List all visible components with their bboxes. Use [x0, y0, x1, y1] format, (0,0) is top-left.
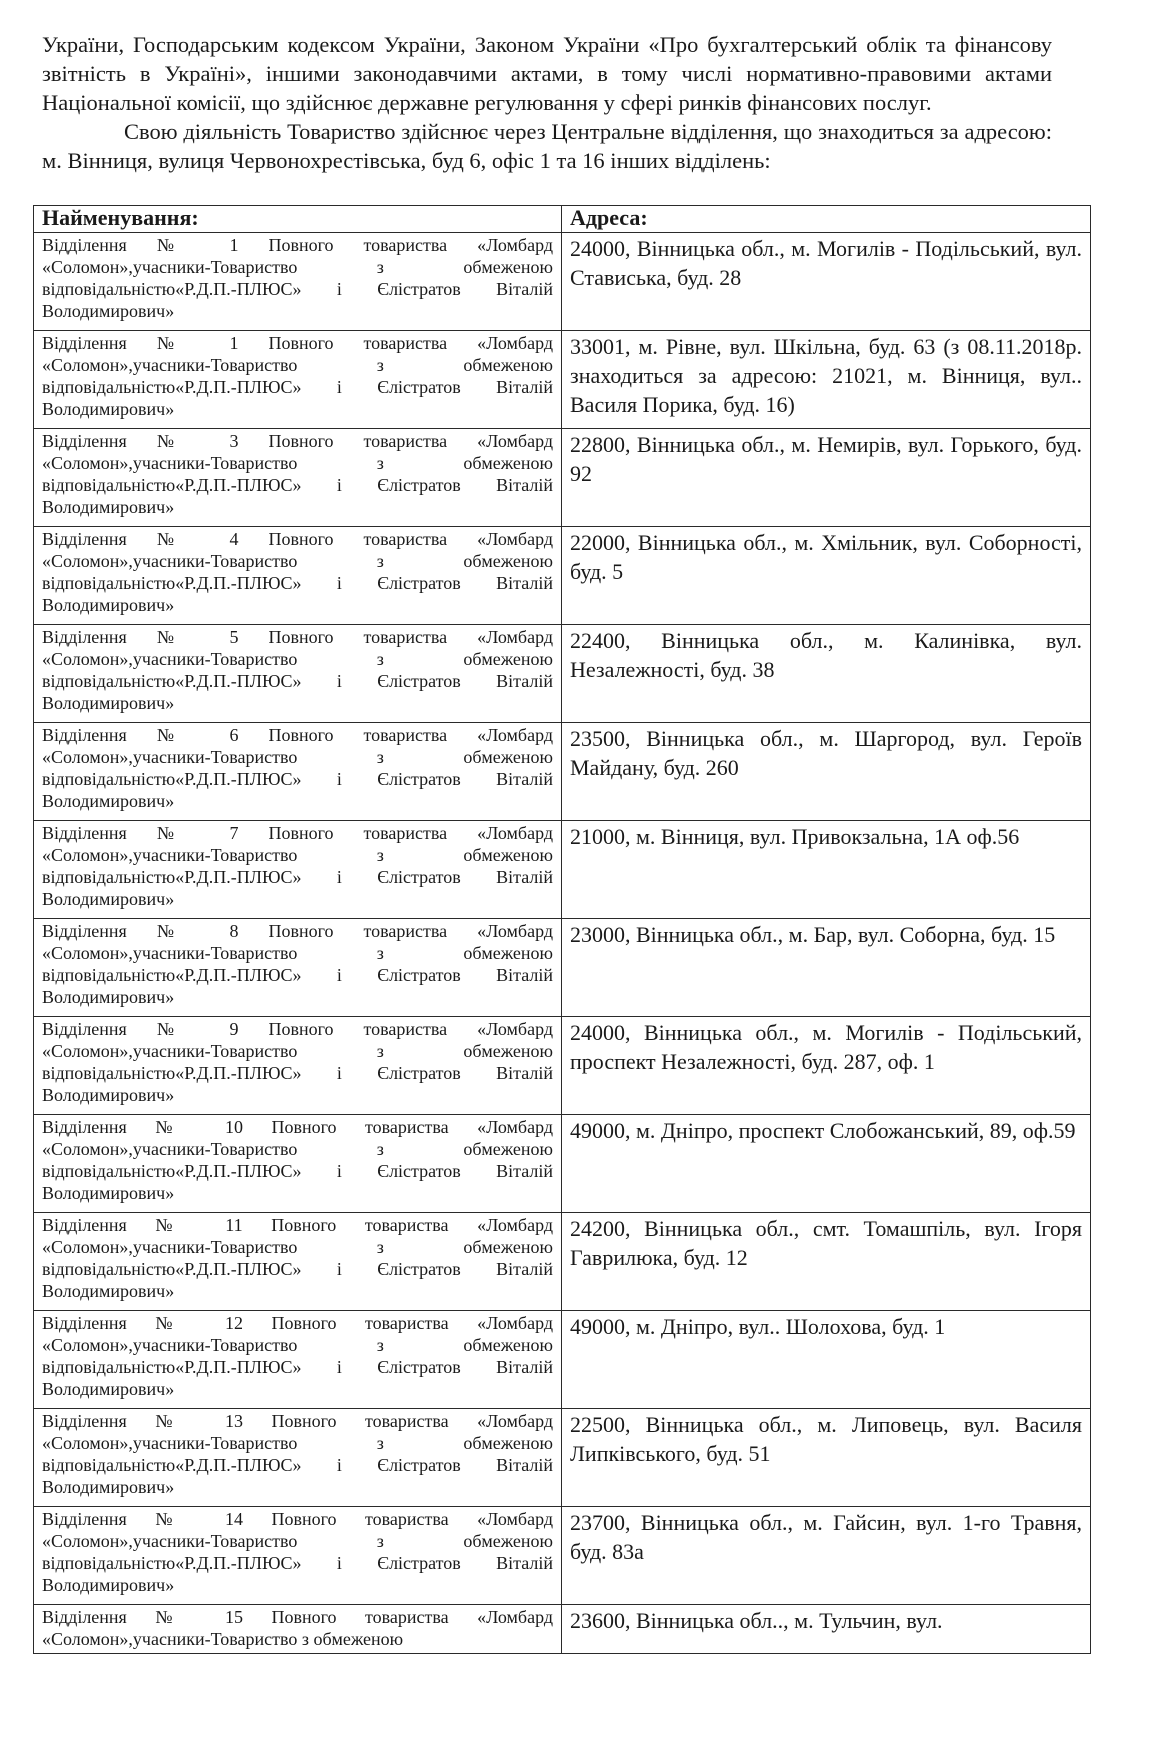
table-row — [34, 331, 1091, 429]
branch-name: Відділення № 15 Повного товариства «Ломбард «Соломон»,учасники-Товариство з обмеженою — [34, 1605, 562, 1654]
table-row — [34, 1409, 1091, 1507]
branch-name: Відділення № 7 Повного товариства «Ломбард «Соломон»,учасники-Товариство з обмеженою відповідальністю«Р.Д.П.-ПЛЮС» і Єлістратов Віталій Володимирович» — [34, 821, 562, 919]
branch-name: Відділення № 12 Повного товариства «Ломбард «Соломон»,учасники-Товариство з обмеженою відповідальністю«Р.Д.П.-ПЛЮС» і Єлістратов Віталій Володимирович» — [34, 1311, 562, 1409]
table-row — [34, 429, 1091, 527]
branch-name: Відділення № 6 Повного товариства «Ломбард «Соломон»,учасники-Товариство з обмеженою відповідальністю«Р.Д.П.-ПЛЮС» і Єлістратов Віталій Володимирович» — [34, 723, 562, 821]
branch-name: Відділення № 8 Повного товариства «Ломбард «Соломон»,учасники-Товариство з обмеженою відповідальністю«Р.Д.П.-ПЛЮС» і Єлістратов Віталій Володимирович» — [34, 919, 562, 1017]
branch-name: Відділення № 10 Повного товариства «Ломбард «Соломон»,учасники-Товариство з обмеженою відповідальністю«Р.Д.П.-ПЛЮС» і Єлістратов Віталій Володимирович» — [34, 1115, 562, 1213]
table-row — [34, 1311, 1091, 1409]
branch-name: Відділення № 11 Повного товариства «Ломбард «Соломон»,учасники-Товариство з обмеженою відповідальністю«Р.Д.П.-ПЛЮС» і Єлістратов Віталій Володимирович» — [34, 1213, 562, 1311]
header-address: Адреса: — [562, 206, 1091, 233]
branch-name: Відділення № 14 Повного товариства «Ломбард «Соломон»,учасники-Товариство з обмеженою відповідальністю«Р.Д.П.-ПЛЮС» і Єлістратов Віталій Володимирович» — [34, 1507, 562, 1605]
table-row — [34, 1507, 1091, 1605]
table-row — [34, 1213, 1091, 1311]
branch-name: Відділення № 5 Повного товариства «Ломбард «Соломон»,учасники-Товариство з обмеженою відповідальністю«Р.Д.П.-ПЛЮС» і Єлістратов Віталій Володимирович» — [34, 625, 562, 723]
table-row — [34, 527, 1091, 625]
table-row — [34, 625, 1091, 723]
intro-text — [42, 30, 1052, 175]
table-header-row — [34, 206, 1091, 233]
table-row — [34, 233, 1091, 331]
branch-name: Відділення № 1 Повного товариства «Ломбард «Соломон»,учасники-Товариство з обмеженою відповідальністю«Р.Д.П.-ПЛЮС» і Єлістратов Віталій Володимирович» — [34, 331, 562, 429]
intro-paragraph-1: України, Господарським кодексом України, Законом України «Про бухгалтерський облік та фінансову звітність в Україні», іншими законодавчими актами, в тому числі нормативно-правовими актами Національної комісії, що здійснює державне регулювання у сфері ринків фінансових послуг. — [42, 32, 1052, 115]
branch-address: 22000, Вінницька обл., м. Хмільник, вул. Соборності, буд. 5 — [562, 527, 1091, 625]
table-row — [34, 723, 1091, 821]
branch-name: Відділення № 3 Повного товариства «Ломбард «Соломон»,учасники-Товариство з обмеженою відповідальністю«Р.Д.П.-ПЛЮС» і Єлістратов Віталій Володимирович» — [34, 429, 562, 527]
branch-address: 24000, Вінницька обл., м. Могилів - Подільський, проспект Незалежності, буд. 287, оф. 1 — [562, 1017, 1091, 1115]
table-row — [34, 1115, 1091, 1213]
table-row — [34, 821, 1091, 919]
branch-name: Відділення № 4 Повного товариства «Ломбард «Соломон»,учасники-Товариство з обмеженою відповідальністю«Р.Д.П.-ПЛЮС» і Єлістратов Віталій Володимирович» — [34, 527, 562, 625]
branch-address: 22400, Вінницька обл., м. Калинівка, вул. Незалежності, буд. 38 — [562, 625, 1091, 723]
branch-address: 23700, Вінницька обл., м. Гайсин, вул. 1-го Травня, буд. 83а — [562, 1507, 1091, 1605]
branch-address: 22500, Вінницька обл., м. Липовець, вул. Василя Липківського, буд. 51 — [562, 1409, 1091, 1507]
branch-address: 24200, Вінницька обл., смт. Томашпіль, вул. Ігоря Гаврилюка, буд. 12 — [562, 1213, 1091, 1311]
branch-address: 49000, м. Дніпро, проспект Слобожанський, 89, оф.59 — [562, 1115, 1091, 1213]
table-row — [34, 1605, 1091, 1654]
branch-address: 24000, Вінницька обл., м. Могилів - Подільський, вул. Стависька, буд. 28 — [562, 233, 1091, 331]
branch-address: 23600, Вінницька обл.., м. Тульчин, вул. — [562, 1605, 1091, 1654]
branch-name: Відділення № 1 Повного товариства «Ломбард «Соломон»,учасники-Товариство з обмеженою відповідальністю«Р.Д.П.-ПЛЮС» і Єлістратов Віталій Володимирович» — [34, 233, 562, 331]
branches-table — [33, 205, 1091, 1654]
branch-name: Відділення № 13 Повного товариства «Ломбард «Соломон»,учасники-Товариство з обмеженою відповідальністю«Р.Д.П.-ПЛЮС» і Єлістратов Віталій Володимирович» — [34, 1409, 562, 1507]
branch-address: 23500, Вінницька обл., м. Шаргород, вул. Героїв Майдану, буд. 260 — [562, 723, 1091, 821]
intro-paragraph-2: Свою діяльність Товариство здійснює через Центральне відділення, що знаходиться за адресою: м. Вінниця, вулиця Червонохрестівська, буд 6, офіс 1 та 16 інших відділень: — [42, 119, 1052, 173]
branch-address: 21000, м. Вінниця, вул. Привокзальна, 1А оф.56 — [562, 821, 1091, 919]
branch-name: Відділення № 9 Повного товариства «Ломбард «Соломон»,учасники-Товариство з обмеженою відповідальністю«Р.Д.П.-ПЛЮС» і Єлістратов Віталій Володимирович» — [34, 1017, 562, 1115]
branch-address: 49000, м. Дніпро, вул.. Шолохова, буд. 1 — [562, 1311, 1091, 1409]
branch-address: 33001, м. Рівне, вул. Шкільна, буд. 63 (з 08.11.2018р. знаходиться за адресою: 21021, м. Вінниця, вул.. Василя Порика, буд. 16) — [562, 331, 1091, 429]
branch-address: 22800, Вінницька обл., м. Немирів, вул. Горького, буд. 92 — [562, 429, 1091, 527]
table-row — [34, 919, 1091, 1017]
branch-address: 23000, Вінницька обл., м. Бар, вул. Соборна, буд. 15 — [562, 919, 1091, 1017]
header-name: Найменування: — [34, 206, 562, 233]
table-row — [34, 1017, 1091, 1115]
